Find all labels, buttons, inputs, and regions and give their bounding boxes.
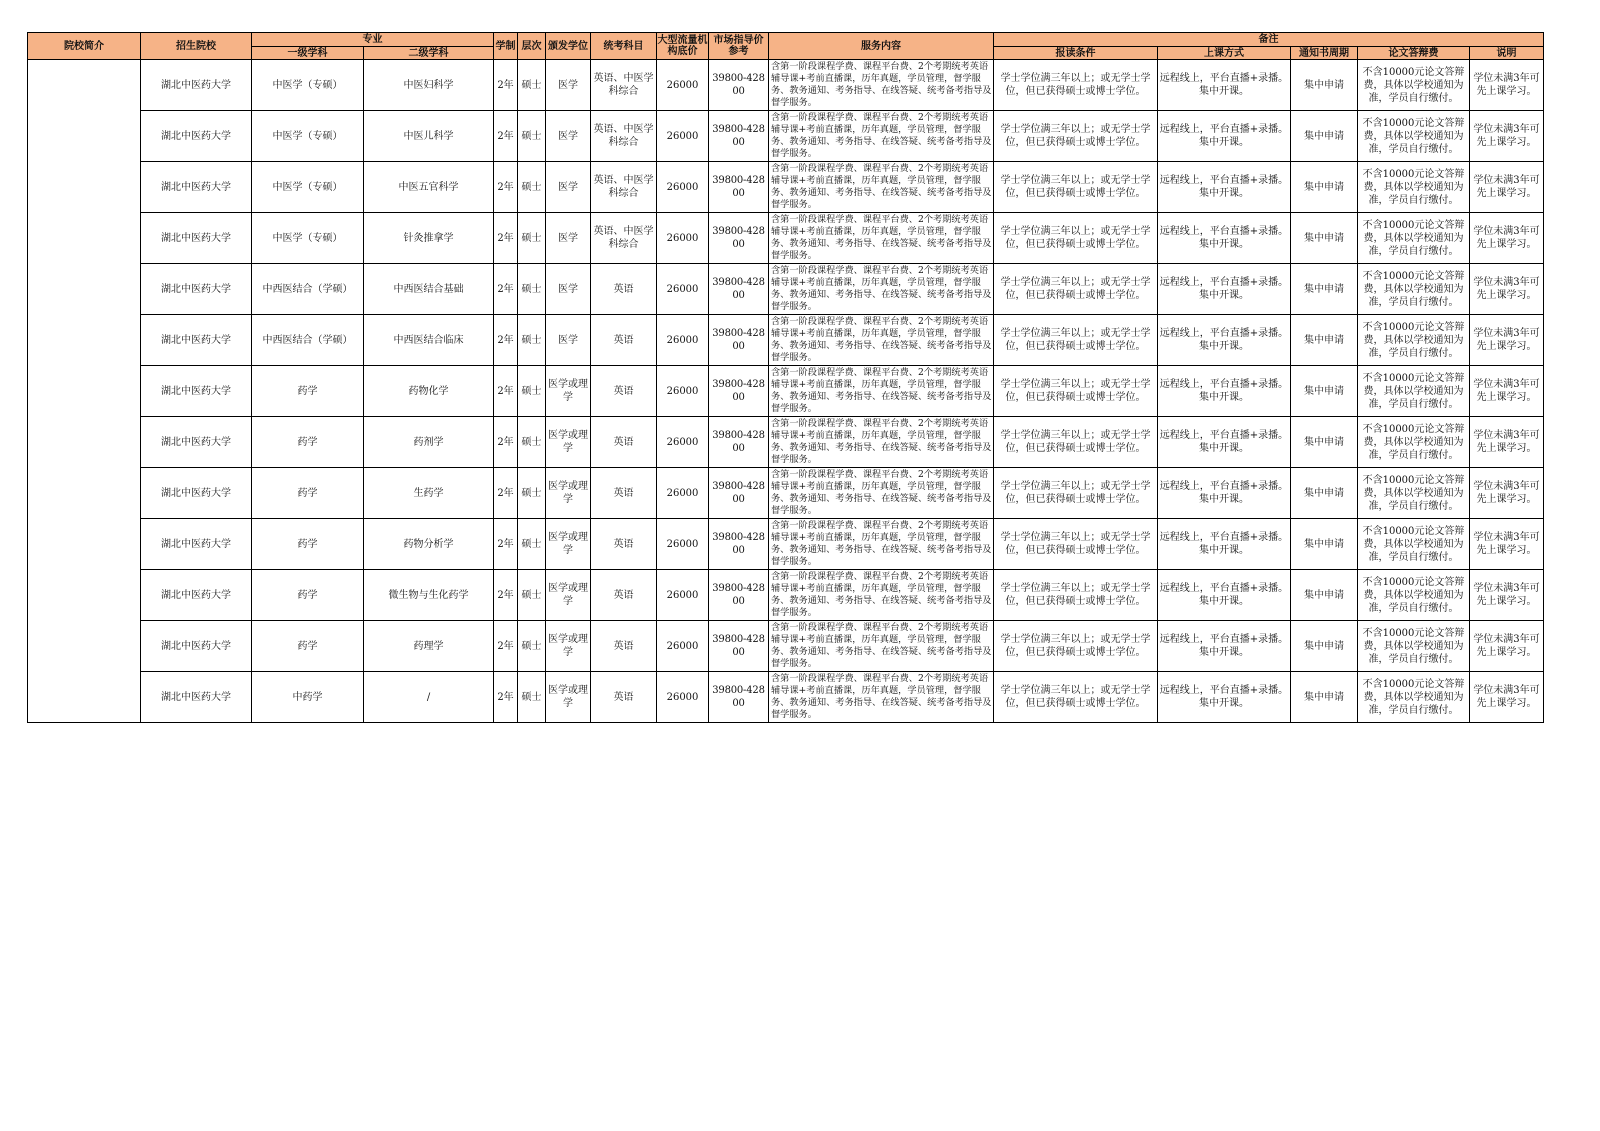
cell-thesis-fee: 不含10000元论文答辩费，具体以学校通知为准，学员自行缴付。 — [1358, 213, 1470, 264]
cell-school: 湖北中医药大学 — [141, 672, 252, 723]
header-eligibility: 报读条件 — [994, 47, 1158, 60]
cell-notes: 学位未满3年可先上课学习。 — [1470, 111, 1544, 162]
cell-level2: 中医五官科学 — [364, 162, 494, 213]
cell-market-price: 39800-42800 — [709, 519, 769, 570]
cell-exam-subjects: 英语 — [591, 570, 657, 621]
cell-class-mode: 远程线上，平台直播+录播。集中开课。 — [1158, 570, 1291, 621]
cell-school: 湖北中医药大学 — [141, 468, 252, 519]
cell-level1: 药学 — [252, 570, 364, 621]
cell-service: 含第一阶段课程学费、课程平台费、2个考期统考英语辅导课+考前直播课，历年真题，学员管理，督学服务、教务通知、考务指导、在线答疑、统考备考指导及督学服务。 — [769, 60, 994, 111]
cell-level: 硕士 — [518, 213, 546, 264]
cell-level: 硕士 — [518, 519, 546, 570]
cell-class-mode: 远程线上，平台直播+录播。集中开课。 — [1158, 621, 1291, 672]
cell-eligibility: 学士学位满三年以上；或无学士学位，但已获得硕士或博士学位。 — [994, 366, 1158, 417]
cell-degree: 医学 — [546, 213, 591, 264]
cell-exam-subjects: 英语、中医学科综合 — [591, 162, 657, 213]
cell-level1: 药学 — [252, 519, 364, 570]
cell-level1: 药学 — [252, 621, 364, 672]
cell-base-price: 26000 — [657, 315, 709, 366]
cell-degree: 医学 — [546, 111, 591, 162]
cell-service: 含第一阶段课程学费、课程平台费、2个考期统考英语辅导课+考前直播课，历年真题，学员管理，督学服务、教务通知、考务指导、在线答疑、统考备考指导及督学服务。 — [769, 621, 994, 672]
cell-level1: 中医学（专硕） — [252, 60, 364, 111]
cell-school: 湖北中医药大学 — [141, 162, 252, 213]
cell-market-price: 39800-42800 — [709, 366, 769, 417]
cell-degree: 医学或理学 — [546, 621, 591, 672]
cell-notice-cycle: 集中申请 — [1291, 672, 1358, 723]
header-remarks: 备注 — [994, 33, 1544, 47]
header-level: 层次 — [518, 33, 546, 60]
cell-duration: 2年 — [494, 60, 518, 111]
cell-market-price: 39800-42800 — [709, 213, 769, 264]
table-row — [28, 570, 1544, 621]
header-class-mode: 上课方式 — [1158, 47, 1291, 60]
cell-duration: 2年 — [494, 570, 518, 621]
cell-degree: 医学 — [546, 162, 591, 213]
cell-school: 湖北中医药大学 — [141, 519, 252, 570]
cell-eligibility: 学士学位满三年以上；或无学士学位，但已获得硕士或博士学位。 — [994, 60, 1158, 111]
cell-thesis-fee: 不含10000元论文答辩费，具体以学校通知为准，学员自行缴付。 — [1358, 468, 1470, 519]
cell-thesis-fee: 不含10000元论文答辩费，具体以学校通知为准，学员自行缴付。 — [1358, 315, 1470, 366]
cell-class-mode: 远程线上，平台直播+录播。集中开课。 — [1158, 417, 1291, 468]
header-duration: 学制 — [494, 33, 518, 60]
cell-class-mode: 远程线上，平台直播+录播。集中开课。 — [1158, 315, 1291, 366]
cell-school: 湖北中医药大学 — [141, 366, 252, 417]
cell-notice-cycle: 集中申请 — [1291, 111, 1358, 162]
cell-duration: 2年 — [494, 213, 518, 264]
header-degree: 颁发学位 — [546, 33, 591, 60]
cell-level2: 中西医结合临床 — [364, 315, 494, 366]
cell-service: 含第一阶段课程学费、课程平台费、2个考期统考英语辅导课+考前直播课，历年真题，学员管理，督学服务、教务通知、考务指导、在线答疑、统考备考指导及督学服务。 — [769, 417, 994, 468]
cell-service: 含第一阶段课程学费、课程平台费、2个考期统考英语辅导课+考前直播课，历年真题，学员管理，督学服务、教务通知、考务指导、在线答疑、统考备考指导及督学服务。 — [769, 264, 994, 315]
cell-school: 湖北中医药大学 — [141, 111, 252, 162]
cell-notice-cycle: 集中申请 — [1291, 417, 1358, 468]
header-major-level1: 一级学科 — [252, 47, 364, 60]
cell-thesis-fee: 不含10000元论文答辩费，具体以学校通知为准，学员自行缴付。 — [1358, 60, 1470, 111]
cell-eligibility: 学士学位满三年以上；或无学士学位，但已获得硕士或博士学位。 — [994, 570, 1158, 621]
cell-eligibility: 学士学位满三年以上；或无学士学位，但已获得硕士或博士学位。 — [994, 519, 1158, 570]
cell-school: 湖北中医药大学 — [141, 213, 252, 264]
cell-school: 湖北中医药大学 — [141, 264, 252, 315]
cell-level1: 中医学（专硕） — [252, 162, 364, 213]
cell-level: 硕士 — [518, 264, 546, 315]
cell-base-price: 26000 — [657, 366, 709, 417]
cell-level1: 中西医结合（学硕） — [252, 264, 364, 315]
cell-notice-cycle: 集中申请 — [1291, 468, 1358, 519]
table-row — [28, 417, 1544, 468]
cell-notes: 学位未满3年可先上课学习。 — [1470, 60, 1544, 111]
cell-level: 硕士 — [518, 111, 546, 162]
cell-class-mode: 远程线上，平台直播+录播。集中开课。 — [1158, 672, 1291, 723]
header-market-price: 市场指导价参考 — [709, 33, 769, 60]
cell-market-price: 39800-42800 — [709, 468, 769, 519]
cell-eligibility: 学士学位满三年以上；或无学士学位，但已获得硕士或博士学位。 — [994, 213, 1158, 264]
cell-notes: 学位未满3年可先上课学习。 — [1470, 621, 1544, 672]
cell-class-mode: 远程线上，平台直播+录播。集中开课。 — [1158, 366, 1291, 417]
cell-degree: 医学或理学 — [546, 468, 591, 519]
cell-level: 硕士 — [518, 60, 546, 111]
cell-level1: 中药学 — [252, 672, 364, 723]
cell-eligibility: 学士学位满三年以上；或无学士学位，但已获得硕士或博士学位。 — [994, 111, 1158, 162]
cell-thesis-fee: 不含10000元论文答辩费，具体以学校通知为准，学员自行缴付。 — [1358, 417, 1470, 468]
cell-notice-cycle: 集中申请 — [1291, 315, 1358, 366]
cell-level1: 中医学（专硕） — [252, 213, 364, 264]
cell-service: 含第一阶段课程学费、课程平台费、2个考期统考英语辅导课+考前直播课，历年真题，学员管理，督学服务、教务通知、考务指导、在线答疑、统考备考指导及督学服务。 — [769, 468, 994, 519]
table-row — [28, 519, 1544, 570]
cell-duration: 2年 — [494, 672, 518, 723]
cell-level2: 针灸推拿学 — [364, 213, 494, 264]
cell-notice-cycle: 集中申请 — [1291, 570, 1358, 621]
cell-duration: 2年 — [494, 417, 518, 468]
cell-degree: 医学或理学 — [546, 672, 591, 723]
cell-notice-cycle: 集中申请 — [1291, 60, 1358, 111]
cell-school: 湖北中医药大学 — [141, 417, 252, 468]
cell-degree: 医学或理学 — [546, 366, 591, 417]
cell-level2: 药物分析学 — [364, 519, 494, 570]
cell-eligibility: 学士学位满三年以上；或无学士学位，但已获得硕士或博士学位。 — [994, 672, 1158, 723]
cell-notes: 学位未满3年可先上课学习。 — [1470, 672, 1544, 723]
cell-exam-subjects: 英语 — [591, 519, 657, 570]
cell-notice-cycle: 集中申请 — [1291, 621, 1358, 672]
cell-notes: 学位未满3年可先上课学习。 — [1470, 519, 1544, 570]
header-school: 招生院校 — [141, 33, 252, 60]
cell-service: 含第一阶段课程学费、课程平台费、2个考期统考英语辅导课+考前直播课，历年真题，学员管理，督学服务、教务通知、考务指导、在线答疑、统考备考指导及督学服务。 — [769, 570, 994, 621]
cell-notice-cycle: 集中申请 — [1291, 366, 1358, 417]
cell-level2: 药理学 — [364, 621, 494, 672]
cell-exam-subjects: 英语、中医学科综合 — [591, 111, 657, 162]
cell-base-price: 26000 — [657, 621, 709, 672]
cell-market-price: 39800-42800 — [709, 264, 769, 315]
cell-market-price: 39800-42800 — [709, 111, 769, 162]
cell-eligibility: 学士学位满三年以上；或无学士学位，但已获得硕士或博士学位。 — [994, 264, 1158, 315]
cell-eligibility: 学士学位满三年以上；或无学士学位，但已获得硕士或博士学位。 — [994, 315, 1158, 366]
cell-market-price: 39800-42800 — [709, 417, 769, 468]
header-major-level2: 二级学科 — [364, 47, 494, 60]
table-row — [28, 162, 1544, 213]
cell-level2: / — [364, 672, 494, 723]
cell-notes: 学位未满3年可先上课学习。 — [1470, 213, 1544, 264]
cell-market-price: 39800-42800 — [709, 672, 769, 723]
cell-duration: 2年 — [494, 519, 518, 570]
cell-level: 硕士 — [518, 621, 546, 672]
cell-exam-subjects: 英语、中医学科综合 — [591, 213, 657, 264]
cell-degree: 医学 — [546, 60, 591, 111]
cell-level: 硕士 — [518, 315, 546, 366]
cell-market-price: 39800-42800 — [709, 315, 769, 366]
table-row — [28, 366, 1544, 417]
cell-duration: 2年 — [494, 162, 518, 213]
cell-thesis-fee: 不含10000元论文答辩费，具体以学校通知为准，学员自行缴付。 — [1358, 621, 1470, 672]
cell-service: 含第一阶段课程学费、课程平台费、2个考期统考英语辅导课+考前直播课，历年真题，学员管理，督学服务、教务通知、考务指导、在线答疑、统考备考指导及督学服务。 — [769, 111, 994, 162]
cell-duration: 2年 — [494, 315, 518, 366]
cell-base-price: 26000 — [657, 417, 709, 468]
cell-base-price: 26000 — [657, 111, 709, 162]
cell-class-mode: 远程线上，平台直播+录播。集中开课。 — [1158, 111, 1291, 162]
cell-notes: 学位未满3年可先上课学习。 — [1470, 264, 1544, 315]
cell-level: 硕士 — [518, 468, 546, 519]
cell-eligibility: 学士学位满三年以上；或无学士学位，但已获得硕士或博士学位。 — [994, 621, 1158, 672]
cell-level2: 生药学 — [364, 468, 494, 519]
cell-thesis-fee: 不含10000元论文答辩费，具体以学校通知为准，学员自行缴付。 — [1358, 111, 1470, 162]
cell-thesis-fee: 不含10000元论文答辩费，具体以学校通知为准，学员自行缴付。 — [1358, 162, 1470, 213]
cell-class-mode: 远程线上，平台直播+录播。集中开课。 — [1158, 162, 1291, 213]
table-row — [28, 264, 1544, 315]
cell-market-price: 39800-42800 — [709, 570, 769, 621]
cell-eligibility: 学士学位满三年以上；或无学士学位，但已获得硕士或博士学位。 — [994, 417, 1158, 468]
cell-thesis-fee: 不含10000元论文答辩费，具体以学校通知为准，学员自行缴付。 — [1358, 519, 1470, 570]
cell-service: 含第一阶段课程学费、课程平台费、2个考期统考英语辅导课+考前直播课，历年真题，学员管理，督学服务、教务通知、考务指导、在线答疑、统考备考指导及督学服务。 — [769, 162, 994, 213]
cell-service: 含第一阶段课程学费、课程平台费、2个考期统考英语辅导课+考前直播课，历年真题，学员管理，督学服务、教务通知、考务指导、在线答疑、统考备考指导及督学服务。 — [769, 366, 994, 417]
cell-school: 湖北中医药大学 — [141, 60, 252, 111]
cell-level: 硕士 — [518, 672, 546, 723]
cell-level2: 中医妇科学 — [364, 60, 494, 111]
cell-base-price: 26000 — [657, 519, 709, 570]
cell-base-price: 26000 — [657, 570, 709, 621]
table-row — [28, 468, 1544, 519]
cell-notes: 学位未满3年可先上课学习。 — [1470, 162, 1544, 213]
cell-thesis-fee: 不含10000元论文答辩费，具体以学校通知为准，学员自行缴付。 — [1358, 264, 1470, 315]
cell-duration: 2年 — [494, 468, 518, 519]
cell-notes: 学位未满3年可先上课学习。 — [1470, 366, 1544, 417]
cell-level2: 微生物与生化药学 — [364, 570, 494, 621]
cell-service: 含第一阶段课程学费、课程平台费、2个考期统考英语辅导课+考前直播课，历年真题，学员管理，督学服务、教务通知、考务指导、在线答疑、统考备考指导及督学服务。 — [769, 315, 994, 366]
cell-class-mode: 远程线上，平台直播+录播。集中开课。 — [1158, 264, 1291, 315]
cell-notes: 学位未满3年可先上课学习。 — [1470, 468, 1544, 519]
cell-class-mode: 远程线上，平台直播+录播。集中开课。 — [1158, 468, 1291, 519]
cell-degree: 医学或理学 — [546, 417, 591, 468]
cell-exam-subjects: 英语 — [591, 315, 657, 366]
cell-exam-subjects: 英语 — [591, 621, 657, 672]
cell-market-price: 39800-42800 — [709, 621, 769, 672]
cell-exam-subjects: 英语 — [591, 417, 657, 468]
cell-notice-cycle: 集中申请 — [1291, 264, 1358, 315]
program-table — [27, 32, 1544, 723]
cell-level1: 药学 — [252, 468, 364, 519]
header-service: 服务内容 — [769, 33, 994, 60]
cell-thesis-fee: 不含10000元论文答辩费，具体以学校通知为准，学员自行缴付。 — [1358, 570, 1470, 621]
cell-level1: 药学 — [252, 366, 364, 417]
cell-degree: 医学或理学 — [546, 570, 591, 621]
cell-exam-subjects: 英语 — [591, 366, 657, 417]
cell-service: 含第一阶段课程学费、课程平台费、2个考期统考英语辅导课+考前直播课，历年真题，学员管理，督学服务、教务通知、考务指导、在线答疑、统考备考指导及督学服务。 — [769, 519, 994, 570]
header-major: 专业 — [252, 33, 494, 47]
cell-notes: 学位未满3年可先上课学习。 — [1470, 570, 1544, 621]
table-row — [28, 213, 1544, 264]
cell-level: 硕士 — [518, 570, 546, 621]
cell-school: 湖北中医药大学 — [141, 621, 252, 672]
cell-base-price: 26000 — [657, 60, 709, 111]
header-base-price: 大型流量机构底价 — [657, 33, 709, 60]
cell-class-mode: 远程线上，平台直播+录播。集中开课。 — [1158, 213, 1291, 264]
cell-notes: 学位未满3年可先上课学习。 — [1470, 417, 1544, 468]
table-row — [28, 672, 1544, 723]
cell-degree: 医学 — [546, 315, 591, 366]
cell-level2: 药剂学 — [364, 417, 494, 468]
table-row — [28, 315, 1544, 366]
cell-notes: 学位未满3年可先上课学习。 — [1470, 315, 1544, 366]
cell-level1: 药学 — [252, 417, 364, 468]
header-exam-subjects: 统考科目 — [591, 33, 657, 60]
cell-level2: 中医儿科学 — [364, 111, 494, 162]
cell-level: 硕士 — [518, 366, 546, 417]
header-notice-cycle: 通知书周期 — [1291, 47, 1358, 60]
cell-level1: 中医学（专硕） — [252, 111, 364, 162]
cell-exam-subjects: 英语 — [591, 468, 657, 519]
cell-level2: 药物化学 — [364, 366, 494, 417]
cell-base-price: 26000 — [657, 162, 709, 213]
table-body — [28, 60, 1544, 723]
cell-level: 硕士 — [518, 162, 546, 213]
cell-exam-subjects: 英语、中医学科综合 — [591, 60, 657, 111]
cell-class-mode: 远程线上，平台直播+录播。集中开课。 — [1158, 519, 1291, 570]
cell-thesis-fee: 不含10000元论文答辩费，具体以学校通知为准，学员自行缴付。 — [1358, 366, 1470, 417]
cell-school: 湖北中医药大学 — [141, 315, 252, 366]
cell-notice-cycle: 集中申请 — [1291, 162, 1358, 213]
cell-degree: 医学 — [546, 264, 591, 315]
cell-service: 含第一阶段课程学费、课程平台费、2个考期统考英语辅导课+考前直播课，历年真题，学员管理，督学服务、教务通知、考务指导、在线答疑、统考备考指导及督学服务。 — [769, 213, 994, 264]
spreadsheet — [27, 32, 1544, 723]
cell-duration: 2年 — [494, 621, 518, 672]
cell-base-price: 26000 — [657, 468, 709, 519]
table-row — [28, 60, 1544, 111]
cell-base-price: 26000 — [657, 213, 709, 264]
cell-duration: 2年 — [494, 366, 518, 417]
cell-level: 硕士 — [518, 417, 546, 468]
cell-duration: 2年 — [494, 264, 518, 315]
cell-exam-subjects: 英语 — [591, 264, 657, 315]
cell-notice-cycle: 集中申请 — [1291, 213, 1358, 264]
cell-eligibility: 学士学位满三年以上；或无学士学位，但已获得硕士或博士学位。 — [994, 162, 1158, 213]
cell-eligibility: 学士学位满三年以上；或无学士学位，但已获得硕士或博士学位。 — [994, 468, 1158, 519]
cell-level2: 中西医结合基础 — [364, 264, 494, 315]
cell-degree: 医学或理学 — [546, 519, 591, 570]
cell-notice-cycle: 集中申请 — [1291, 519, 1358, 570]
cell-school: 湖北中医药大学 — [141, 570, 252, 621]
table-row — [28, 621, 1544, 672]
header-thesis-fee: 论文答辩费 — [1358, 47, 1470, 60]
cell-service: 含第一阶段课程学费、课程平台费、2个考期统考英语辅导课+考前直播课，历年真题，学员管理，督学服务、教务通知、考务指导、在线答疑、统考备考指导及督学服务。 — [769, 672, 994, 723]
cell-base-price: 26000 — [657, 264, 709, 315]
table-row — [28, 111, 1544, 162]
cell-class-mode: 远程线上，平台直播+录播。集中开课。 — [1158, 60, 1291, 111]
header-intro: 院校简介 — [28, 33, 141, 60]
cell-exam-subjects: 英语 — [591, 672, 657, 723]
cell-level1: 中西医结合（学硕） — [252, 315, 364, 366]
cell-thesis-fee: 不含10000元论文答辩费，具体以学校通知为准，学员自行缴付。 — [1358, 672, 1470, 723]
cell-base-price: 26000 — [657, 672, 709, 723]
cell-market-price: 39800-42800 — [709, 60, 769, 111]
cell-duration: 2年 — [494, 111, 518, 162]
cell-market-price: 39800-42800 — [709, 162, 769, 213]
header-notes: 说明 — [1470, 47, 1544, 60]
cell-intro — [28, 60, 141, 723]
